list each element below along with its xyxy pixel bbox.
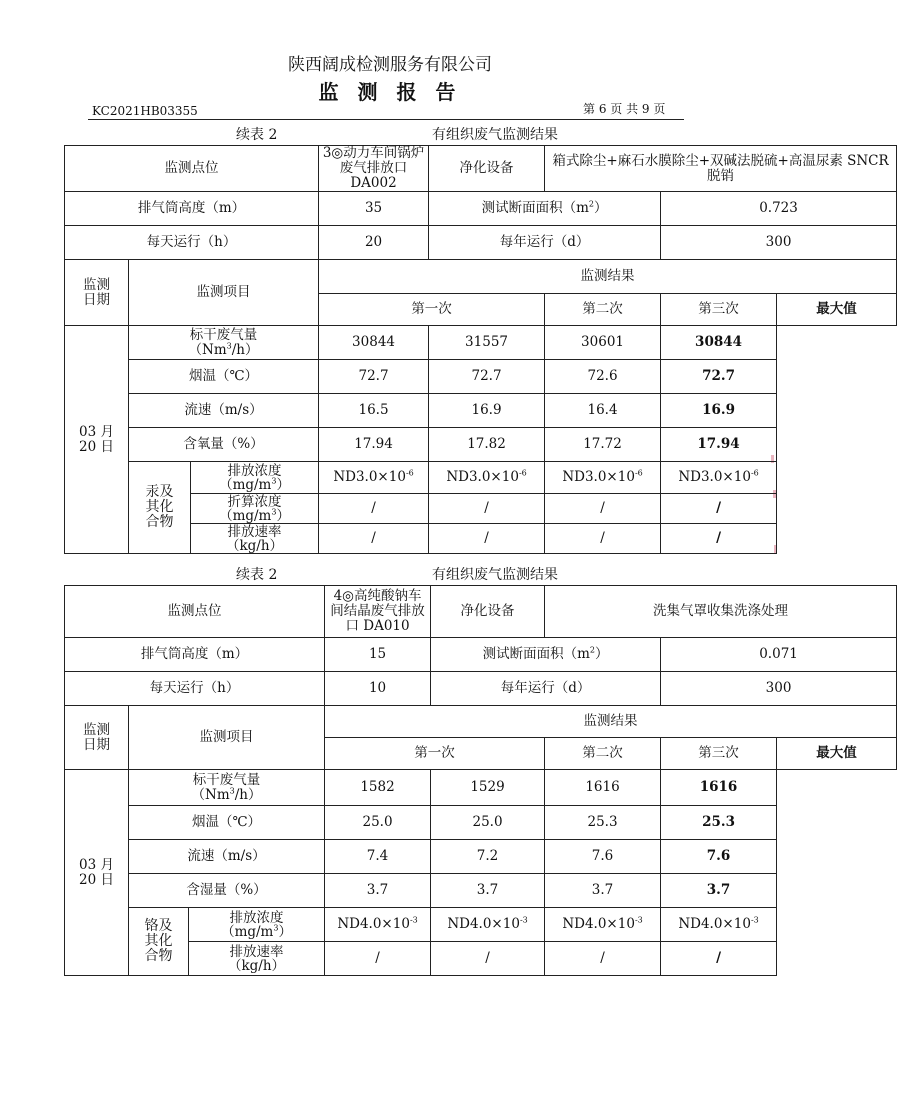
item-unit-after: /h <box>234 786 248 803</box>
item-name <box>129 770 325 806</box>
value-run-2 <box>431 942 545 976</box>
value-run-2: 72.7 <box>429 360 545 394</box>
yearly-run-value: 300 <box>661 672 897 706</box>
item-header: 监测项目 <box>129 260 319 326</box>
value-exp: -3 <box>634 915 643 925</box>
stack-height-value: 35 <box>319 192 429 226</box>
item-name <box>129 874 325 908</box>
value-max <box>661 462 777 494</box>
table-caption-right: 有组织废气监测结果 <box>432 567 558 583</box>
value-base: / <box>716 530 721 546</box>
point-label: 监测点位 <box>65 146 319 192</box>
value-max: 72.7 <box>661 360 777 394</box>
value-run-3 <box>545 908 661 942</box>
value-base: / <box>716 500 721 516</box>
value-base: ND4.0×10 <box>562 916 635 932</box>
section-area-value: 0.723 <box>661 192 897 226</box>
value-run-3: 1616 <box>545 770 661 806</box>
stack-height-label: 排气筒高度（m） <box>65 192 319 226</box>
section-area-label <box>431 638 661 672</box>
value-base: / <box>600 950 605 966</box>
value-run-3: 72.6 <box>545 360 661 394</box>
compound-group: 汞及其化合物 <box>129 462 191 554</box>
yearly-run-label: 每年运行（d） <box>431 672 661 706</box>
stack-height-label: 排气筒高度（m） <box>65 638 325 672</box>
item-name-text: 烟温（℃） <box>191 814 262 830</box>
value-max: 3.7 <box>661 874 777 908</box>
value-run-3 <box>545 524 661 554</box>
item-name-text: 流速（m/s） <box>184 402 263 418</box>
page-info: 第 6 页 共 9 页 <box>583 102 666 116</box>
value-max <box>661 524 777 554</box>
yearly-run-value: 300 <box>661 226 897 260</box>
item-name <box>129 840 325 874</box>
section-area-close: ） <box>593 200 608 216</box>
value-base: ND4.0×10 <box>337 916 410 932</box>
compound-item <box>191 494 319 524</box>
unit-open: （ <box>219 476 233 493</box>
value-run-1 <box>325 908 431 942</box>
run-header-2: 第二次 <box>545 738 661 770</box>
item-name-text: 烟温（℃） <box>188 368 259 384</box>
value-base: ND3.0×10 <box>333 469 406 485</box>
daily-run-value: 20 <box>319 226 429 260</box>
compound-item <box>189 942 325 976</box>
item-name <box>129 360 319 394</box>
value-base: ND3.0×10 <box>678 469 751 485</box>
section-area-label-text: 测试断面面积（m <box>482 646 590 662</box>
value-base: / <box>600 500 605 516</box>
run-header-3: 第三次 <box>661 738 777 770</box>
point-value: 3◎动力车间锅炉废气排放口 DA002 <box>319 146 429 192</box>
unit-close: ） <box>271 957 286 974</box>
result-header: 监测结果 <box>319 260 897 294</box>
value-base: / <box>484 530 489 546</box>
compound-item <box>191 462 319 494</box>
compound-item-text: 折算浓度 <box>227 493 282 510</box>
daily-run-value: 10 <box>325 672 431 706</box>
monitoring-table <box>64 585 897 976</box>
item-name-text: 含湿量（%） <box>186 882 267 898</box>
item-name-text: 标干废气量 <box>189 326 258 343</box>
value-max <box>661 908 777 942</box>
value-run-2: 3.7 <box>431 874 545 908</box>
unit-open: （ <box>227 957 242 974</box>
run-header-max: 最大值 <box>777 294 897 326</box>
value-max: 1616 <box>661 770 777 806</box>
purify-label: 净化设备 <box>429 146 545 192</box>
value-run-2 <box>429 494 545 524</box>
run-header-3: 第三次 <box>661 294 777 326</box>
value-run-2: 1529 <box>431 770 545 806</box>
value-max: 17.94 <box>661 428 777 462</box>
compound-item <box>191 524 319 554</box>
item-name-text: 标干废气量 <box>192 771 261 788</box>
item-name <box>129 394 319 428</box>
section-area-label <box>429 192 661 226</box>
value-run-3: 3.7 <box>545 874 661 908</box>
value-run-1: 16.5 <box>319 394 429 428</box>
value-exp: -6 <box>634 468 643 478</box>
value-exp: -3 <box>409 915 418 925</box>
daily-run-label: 每天运行（h） <box>65 226 319 260</box>
value-run-1: 3.7 <box>325 874 431 908</box>
value-base: / <box>600 530 605 546</box>
item-unit-sup: 3 <box>226 341 232 350</box>
compound-unit: mg/m <box>232 476 272 493</box>
compound-unit-sup: 3 <box>271 476 277 485</box>
value-base: / <box>371 500 376 516</box>
section-area-label-text: 测试断面面积（m <box>481 200 589 216</box>
monitoring-table <box>64 145 897 554</box>
value-max: 7.6 <box>661 840 777 874</box>
unit-open: （ <box>188 341 203 358</box>
compound-unit-sup: 3 <box>271 507 277 516</box>
value-run-2: 31557 <box>429 326 545 360</box>
unit-open: （ <box>191 786 206 803</box>
unit-close: ） <box>269 537 284 554</box>
value-max: 30844 <box>661 326 777 360</box>
unit-close: ） <box>276 476 290 493</box>
unit-open: （ <box>221 923 235 940</box>
compound-unit-sup: 3 <box>273 923 279 932</box>
value-run-2 <box>429 524 545 554</box>
compound-unit: kg/h <box>241 957 272 974</box>
value-base: ND4.0×10 <box>678 916 751 932</box>
value-run-2 <box>429 462 545 494</box>
value-base: ND3.0×10 <box>562 469 635 485</box>
unit-close: ） <box>248 786 262 803</box>
value-run-3 <box>545 942 661 976</box>
section-area-sup: 2 <box>589 645 595 655</box>
point-value: 4◎高纯酸钠车间结晶废气排放口 DA010 <box>325 586 431 638</box>
value-run-1 <box>319 524 429 554</box>
value-run-3: 25.3 <box>545 806 661 840</box>
value-run-2: 17.82 <box>429 428 545 462</box>
result-header: 监测结果 <box>325 706 897 738</box>
value-run-3 <box>545 462 661 494</box>
value-run-3: 30601 <box>545 326 661 360</box>
unit-close: ） <box>276 507 290 524</box>
value-run-2 <box>431 908 545 942</box>
item-unit-after: /h <box>231 341 245 358</box>
item-unit: Nm <box>205 786 230 803</box>
value-run-3: 16.4 <box>545 394 661 428</box>
item-header: 监测项目 <box>129 706 325 770</box>
stack-height-value: 15 <box>325 638 431 672</box>
value-run-1 <box>325 942 431 976</box>
value-run-2: 16.9 <box>429 394 545 428</box>
value-exp: -6 <box>750 468 759 478</box>
value-run-3 <box>545 494 661 524</box>
value-max: 16.9 <box>661 394 777 428</box>
value-max <box>661 494 777 524</box>
value-run-1: 72.7 <box>319 360 429 394</box>
value-base: / <box>485 950 490 966</box>
value-run-1 <box>319 462 429 494</box>
table-caption-right: 有组织废气监测结果 <box>432 127 558 143</box>
value-base: ND4.0×10 <box>447 916 520 932</box>
table-caption-left: 续表 2 <box>236 127 278 143</box>
compound-item-text: 排放速率 <box>227 523 282 540</box>
item-name <box>129 806 325 840</box>
compound-item-text: 排放速率 <box>229 943 284 960</box>
item-name-text: 含氧量（%） <box>183 436 264 452</box>
value-run-1: 30844 <box>319 326 429 360</box>
value-exp: -3 <box>750 915 759 925</box>
unit-close: ） <box>245 341 259 358</box>
compound-item <box>189 908 325 942</box>
run-header-max: 最大值 <box>777 738 897 770</box>
table-caption-left: 续表 2 <box>236 567 278 583</box>
value-exp: -3 <box>519 915 528 925</box>
date-header: 监测日期 <box>65 706 129 770</box>
monitoring-date: 03 月 20 日 <box>65 326 129 554</box>
value-base: ND3.0×10 <box>446 469 519 485</box>
company-name: 陕西阔成检测服务有限公司 <box>288 55 492 75</box>
section-area-sup: 2 <box>588 199 594 209</box>
section-area-value: 0.071 <box>661 638 897 672</box>
header-rule <box>88 119 684 120</box>
compound-unit: mg/m <box>232 507 272 524</box>
value-run-1: 17.94 <box>319 428 429 462</box>
unit-open: （ <box>219 507 233 524</box>
point-label: 监测点位 <box>65 586 325 638</box>
unit-open: （ <box>225 537 240 554</box>
monitoring-date: 03 月 20 日 <box>65 770 129 976</box>
value-run-1: 7.4 <box>325 840 431 874</box>
value-max: 25.3 <box>661 806 777 840</box>
value-max <box>661 942 777 976</box>
compound-unit: kg/h <box>239 537 270 554</box>
report-title: 监 测 报 告 <box>318 80 462 104</box>
run-header-1: 第一次 <box>325 738 545 770</box>
item-name <box>129 428 319 462</box>
compound-group: 铬及其化合物 <box>129 908 189 976</box>
item-name <box>129 326 319 360</box>
report-number: KC2021HB03355 <box>92 104 198 118</box>
value-base: / <box>375 950 380 966</box>
run-header-1: 第一次 <box>319 294 545 326</box>
item-unit: Nm <box>202 341 227 358</box>
value-run-3: 7.6 <box>545 840 661 874</box>
value-run-2: 7.2 <box>431 840 545 874</box>
value-run-3: 17.72 <box>545 428 661 462</box>
item-name-text: 流速（m/s） <box>187 848 266 864</box>
value-exp: -6 <box>405 468 414 478</box>
unit-close: ） <box>278 923 292 940</box>
compound-item-text: 排放浓度 <box>227 462 282 479</box>
value-base: / <box>371 530 376 546</box>
value-run-1: 25.0 <box>325 806 431 840</box>
purify-label: 净化设备 <box>431 586 545 638</box>
value-run-2: 25.0 <box>431 806 545 840</box>
value-run-1: 1582 <box>325 770 431 806</box>
value-base: / <box>484 500 489 516</box>
yearly-run-label: 每年运行（d） <box>429 226 661 260</box>
purify-value: 洗集气罩收集洗涤处理 <box>545 586 897 638</box>
date-header: 监测日期 <box>65 260 129 326</box>
value-run-1 <box>319 494 429 524</box>
run-header-2: 第二次 <box>545 294 661 326</box>
compound-unit: mg/m <box>234 923 274 940</box>
value-base: / <box>716 950 721 966</box>
purify-value: 箱式除尘+麻石水膜除尘+双碱法脱硫+高温尿素 SNCR 脱销 <box>545 146 897 192</box>
daily-run-label: 每天运行（h） <box>65 672 325 706</box>
section-area-close: ） <box>594 646 609 662</box>
item-unit-sup: 3 <box>229 786 235 795</box>
compound-item-text: 排放浓度 <box>229 909 284 926</box>
value-exp: -6 <box>518 468 527 478</box>
